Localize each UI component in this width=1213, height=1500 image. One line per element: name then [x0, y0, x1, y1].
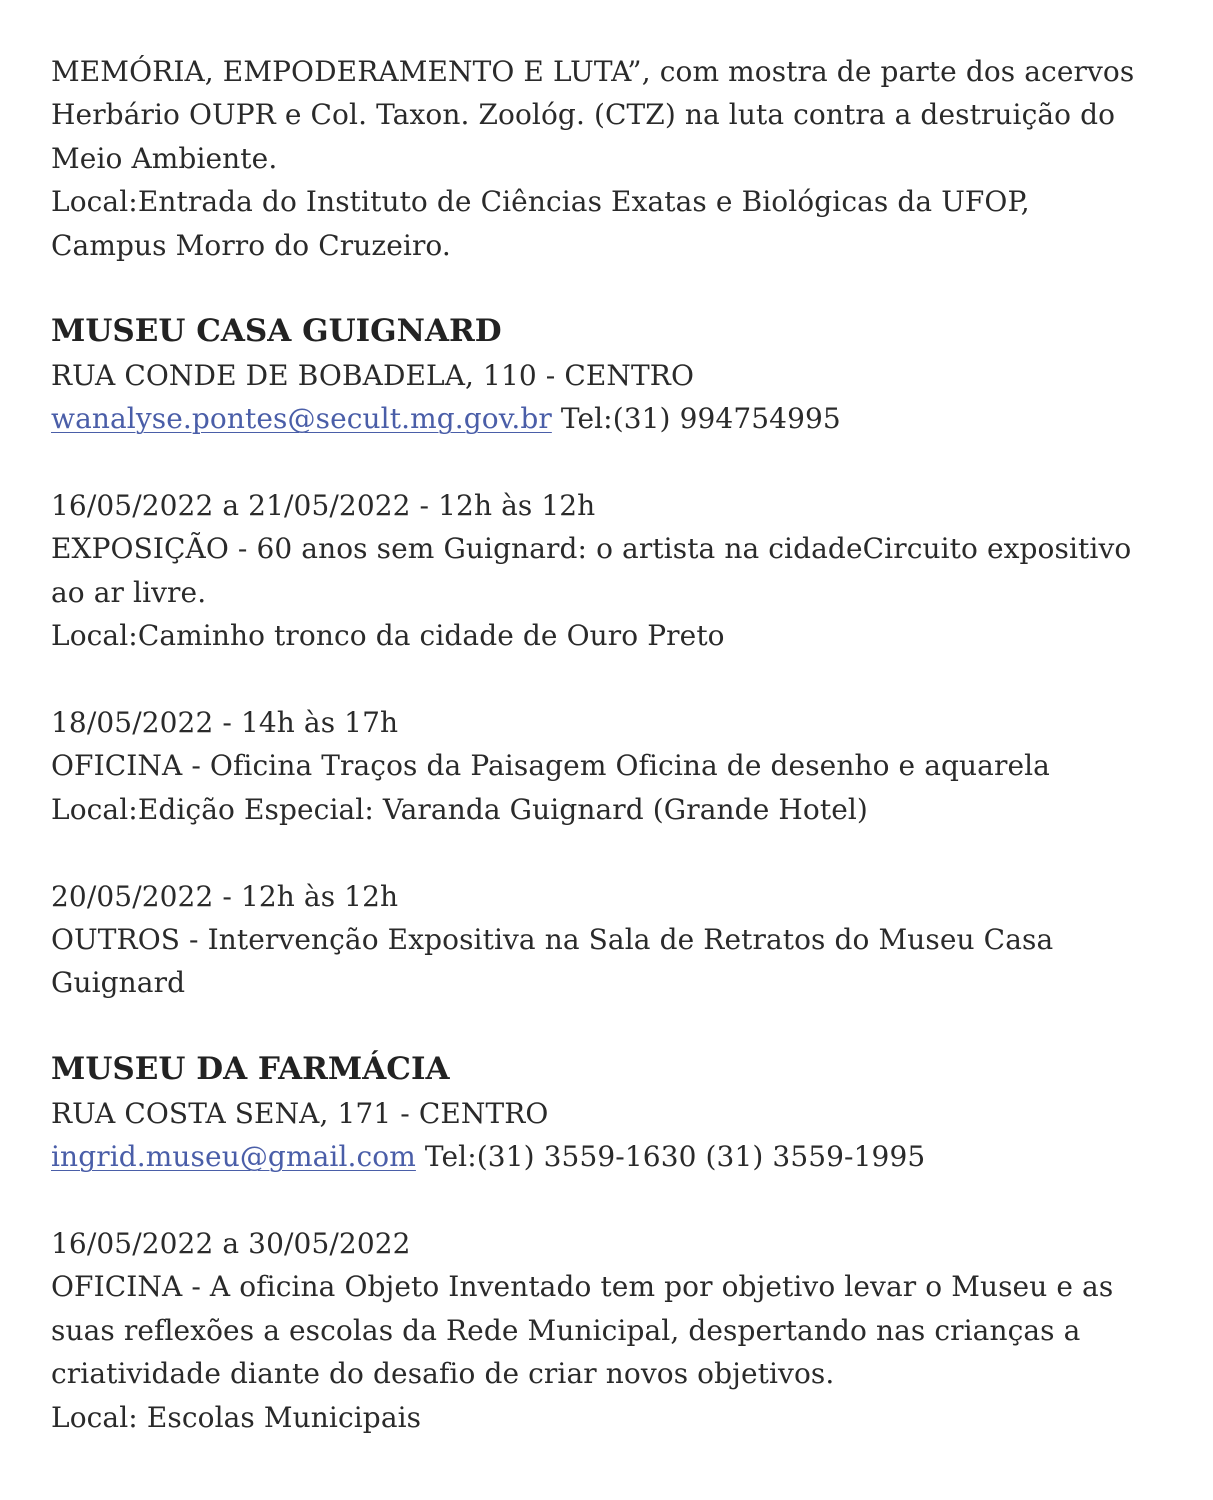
- spacer: [51, 1005, 1181, 1048]
- event-date: 18/05/2022 - 14h às 17h: [51, 706, 399, 740]
- event-location-line: Local:Entrada do Instituto de Ciências Exatas e Biológicas da UFOP,: [51, 185, 1030, 219]
- event-description-line: Meio Ambiente.: [51, 141, 278, 175]
- event-location: Local:Caminho tronco da cidade de Ouro Preto: [51, 619, 725, 653]
- event-date: 16/05/2022 a 21/05/2022 - 12h às 12h: [51, 489, 596, 523]
- event-description-line: EXPOSIÇÃO - 60 anos sem Guignard: o artista na cidadeCircuito expositivo: [51, 532, 1132, 566]
- event-description-line: OFICINA - Oficina Traços da Paisagem Oficina de desenho e aquarela: [51, 749, 1050, 783]
- event-location: Local:Edição Especial: Varanda Guignard (Grande Hotel): [51, 792, 868, 826]
- event-entry: [51, 701, 1181, 831]
- museum-section-guignard: [51, 310, 1181, 1004]
- museum-contact: [51, 397, 1181, 440]
- museum-section-farmacia: [51, 1048, 1181, 1439]
- event-entry: [51, 1222, 1181, 1439]
- phone-text: Tel:(31) 3559-1630 (31) 3559-1995: [415, 1140, 926, 1174]
- document-page: [51, 50, 1181, 1439]
- event-description-line: Herbário OUPR e Col. Taxon. Zoológ. (CTZ) na luta contra a destruição do: [51, 98, 1116, 132]
- museum-name: MUSEU CASA GUIGNARD: [51, 313, 502, 350]
- event-description-line: Guignard: [51, 966, 186, 1000]
- intro-event: [51, 50, 1181, 267]
- event-description-line: suas reflexões a escolas da Rede Municipal, despertando nas crianças a: [51, 1313, 1081, 1347]
- museum-address: RUA CONDE DE BOBADELA, 110 - CENTRO: [51, 358, 695, 392]
- spacer: [51, 831, 1181, 874]
- email-link[interactable]: ingrid.museu@gmail.com: [51, 1140, 416, 1174]
- event-description-line: OFICINA - A oficina Objeto Inventado tem por objetivo levar o Museu e as: [51, 1270, 1114, 1304]
- spacer: [51, 267, 1181, 310]
- event-entry: [51, 875, 1181, 1005]
- event-description-line: MEMÓRIA, EMPODERAMENTO E LUTA”, com mostra de parte dos acervos: [51, 55, 1135, 88]
- spacer: [51, 1178, 1181, 1221]
- event-description-line: OUTROS - Intervenção Expositiva na Sala de Retratos do Museu Casa: [51, 923, 1054, 957]
- event-entry: [51, 484, 1181, 658]
- event-date: 20/05/2022 - 12h às 12h: [51, 879, 399, 913]
- event-location-line: Campus Morro do Cruzeiro.: [51, 228, 451, 262]
- event-description-line: ao ar livre.: [51, 575, 207, 609]
- event-description-line: criatividade diante do desafio de criar novos objetivos.: [51, 1357, 835, 1391]
- email-link[interactable]: wanalyse.pontes@secult.mg.gov.br: [51, 402, 552, 436]
- event-location: Local: Escolas Municipais: [51, 1400, 422, 1434]
- event-date: 16/05/2022 a 30/05/2022: [51, 1226, 411, 1260]
- spacer: [51, 658, 1181, 701]
- spacer: [51, 441, 1181, 484]
- museum-address: RUA COSTA SENA, 171 - CENTRO: [51, 1096, 549, 1130]
- museum-name: MUSEU DA FARMÁCIA: [51, 1051, 450, 1088]
- phone-text: Tel:(31) 994754995: [551, 402, 841, 436]
- museum-contact: [51, 1135, 1181, 1178]
